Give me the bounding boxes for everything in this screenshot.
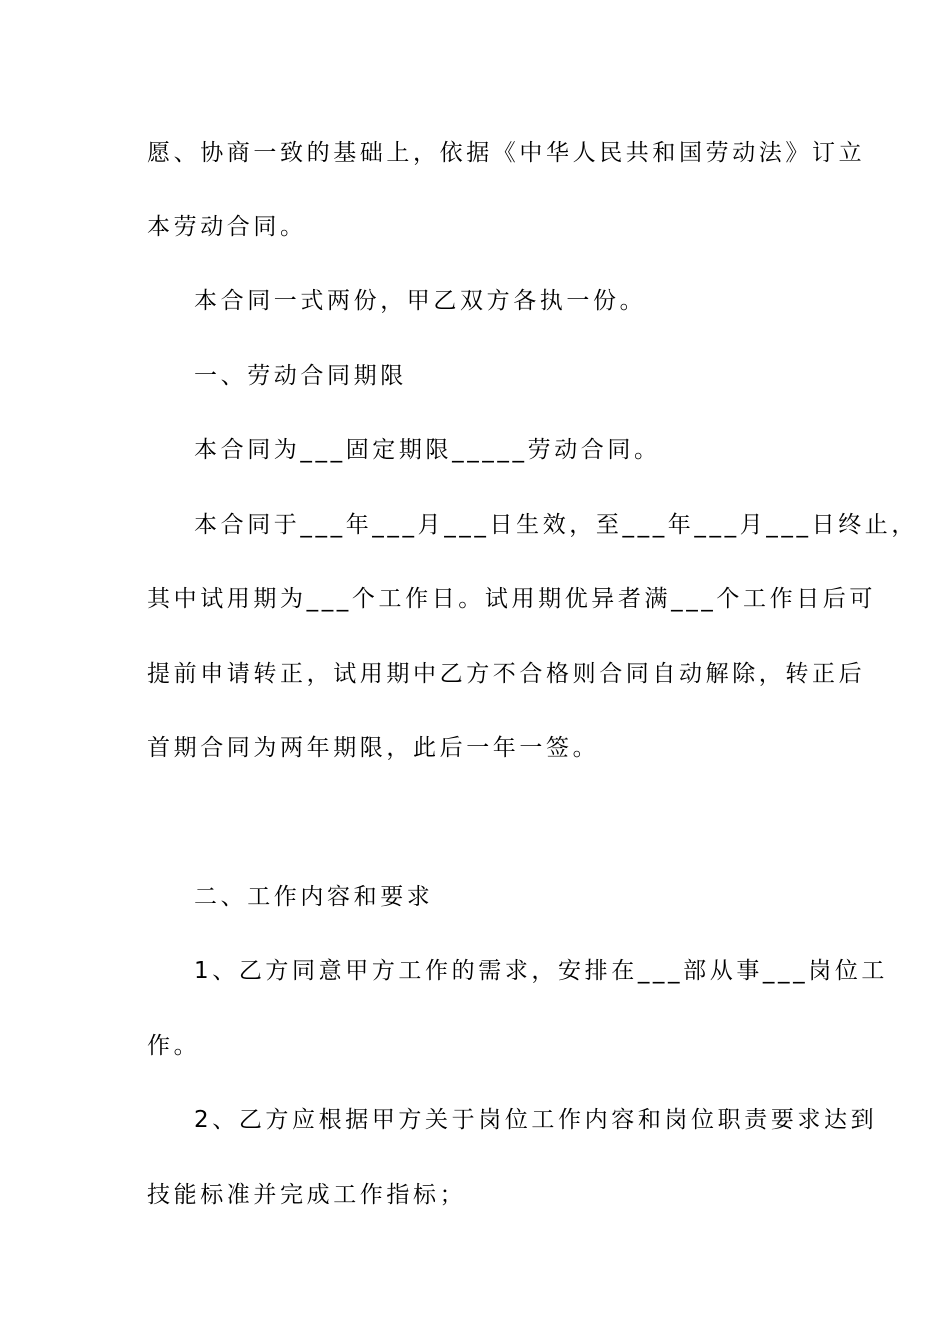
paragraph-line: 其中试用期为___个工作日。试用期优异者满___个工作日后可 <box>147 586 876 612</box>
paragraph-line: 本劳动合同。 <box>147 214 307 240</box>
paragraph-line: 首期合同为两年期限，此后一年一签。 <box>147 735 600 761</box>
section-heading: 二、工作内容和要求 <box>194 884 434 910</box>
paragraph-line: 2、乙方应根据甲方关于岗位工作内容和岗位职责要求达到 <box>194 1107 878 1133</box>
paragraph-line: 愿、协商一致的基础上，依据《中华人民共和国劳动法》订立 <box>147 140 866 166</box>
paragraph-line: 本合同为___固定期限_____劳动合同。 <box>194 437 661 463</box>
section-heading: 一、劳动合同期限 <box>194 363 407 389</box>
paragraph-line: 1、乙方同意甲方工作的需求，安排在___部从事___岗位工 <box>194 958 889 984</box>
paragraph-line: 本合同一式两份，甲乙双方各执一份。 <box>194 288 647 314</box>
paragraph-line: 作。 <box>147 1033 201 1059</box>
paragraph-line: 技能标准并完成工作指标； <box>147 1182 467 1208</box>
paragraph-line: 本合同于___年___月___日生效，至___年___月___日终止， <box>194 512 918 538</box>
paragraph-line: 提前申请转正，试用期中乙方不合格则合同自动解除，转正后 <box>147 661 866 687</box>
